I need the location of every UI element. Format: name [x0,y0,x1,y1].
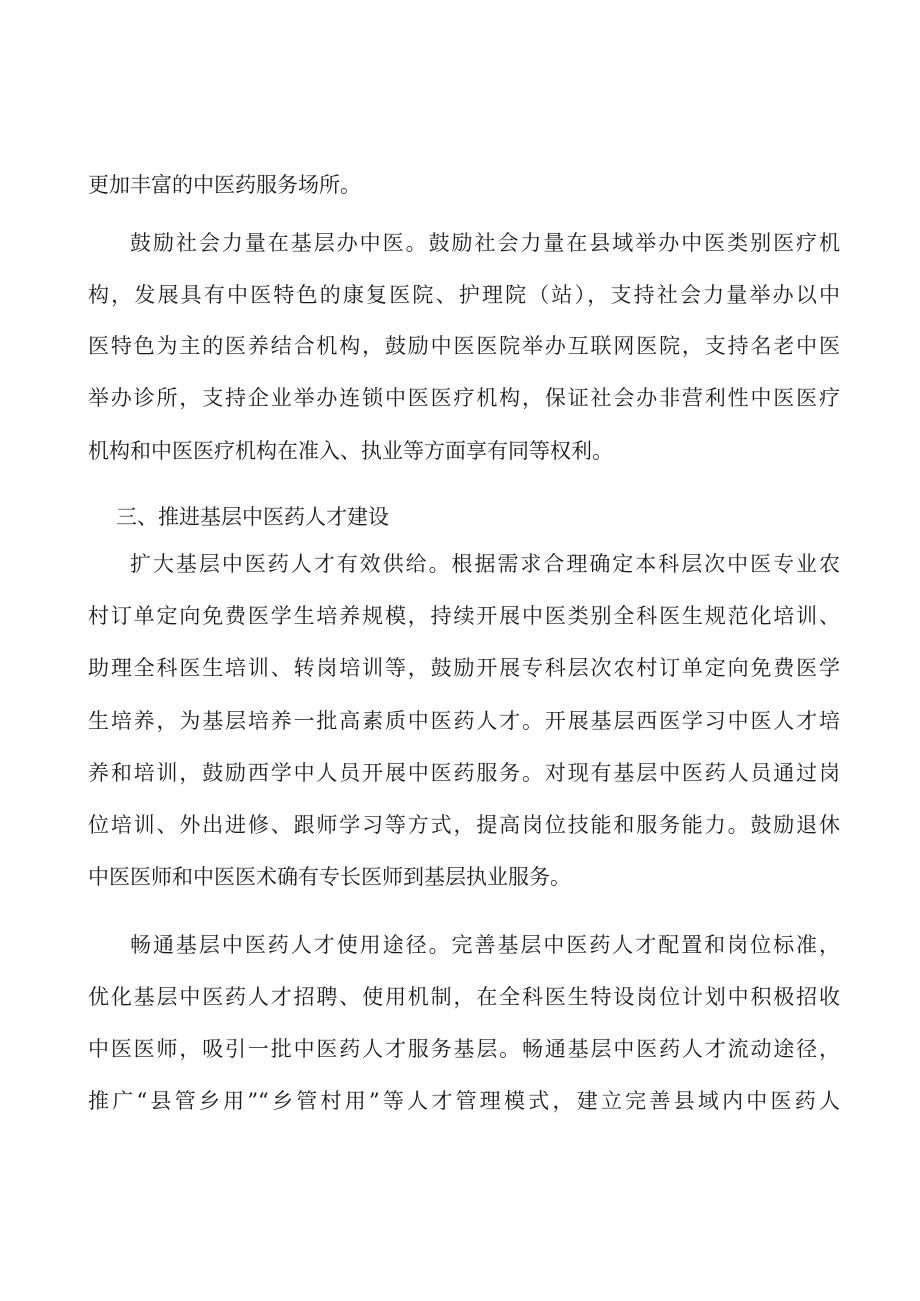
paragraph-talent-channels-line: 推广“县管乡用”“乡管村用”等人才管理模式，建立完善县域内中医药人 [88,1089,840,1113]
section-heading: 三、推进基层中医药人才建设 [116,505,389,529]
paragraph-talent-supply-line: 扩大基层中医药人才有效供给。根据需求合理确定本科层次中医专业农 [130,552,840,576]
paragraph-social-forces-line: 医特色为主的医养结合机构，鼓励中医医院举办互联网医院，支持名老中医 [88,334,840,358]
paragraph-talent-supply-line: 村订单定向免费医学生培养规模，持续开展中医类别全科医生规范化培训、 [88,604,840,628]
paragraph-talent-supply-line: 助理全科医生培训、转岗培训等，鼓励开展专科层次农村订单定向免费医学 [88,656,840,680]
paragraph-talent-supply-line: 生培养，为基层培养一批高素质中医药人才。开展基层西医学习中医人才培 [88,709,840,733]
paragraph-continuation-line: 更加丰富的中医药服务场所。 [88,173,361,197]
paragraph-talent-channels-line: 中医医师，吸引一批中医药人才服务基层。畅通基层中医药人才流动途径， [88,1037,840,1061]
paragraph-talent-channels-line: 畅通基层中医药人才使用途径。完善基层中医药人才配置和岗位标准， [130,933,840,957]
paragraph-talent-channels-line: 优化基层中医药人才招聘、使用机制，在全科医生特设岗位计划中积极招收 [88,985,840,1009]
paragraph-talent-supply-line: 中医医师和中医医术确有专长医师到基层执业服务。 [88,865,571,889]
paragraph-talent-supply-line: 位培训、外出进修、跟师学习等方式，提高岗位技能和服务能力。鼓励退休 [88,813,840,837]
paragraph-social-forces-line: 举办诊所，支持企业举办连锁中医医疗机构，保证社会办非营利性中医医疗 [88,386,840,410]
paragraph-talent-supply-line: 养和培训，鼓励西学中人员开展中医药服务。对现有基层中医药人员通过岗 [88,761,840,785]
paragraph-social-forces-line: 构，发展具有中医特色的康复医院、护理院（站），支持社会力量举办以中 [88,283,840,307]
paragraph-social-forces-line: 鼓励社会力量在基层办中医。鼓励社会力量在县域举办中医类别医疗机 [130,231,840,255]
paragraph-social-forces-line: 机构和中医医疗机构在准入、执业等方面享有同等权利。 [88,439,613,463]
